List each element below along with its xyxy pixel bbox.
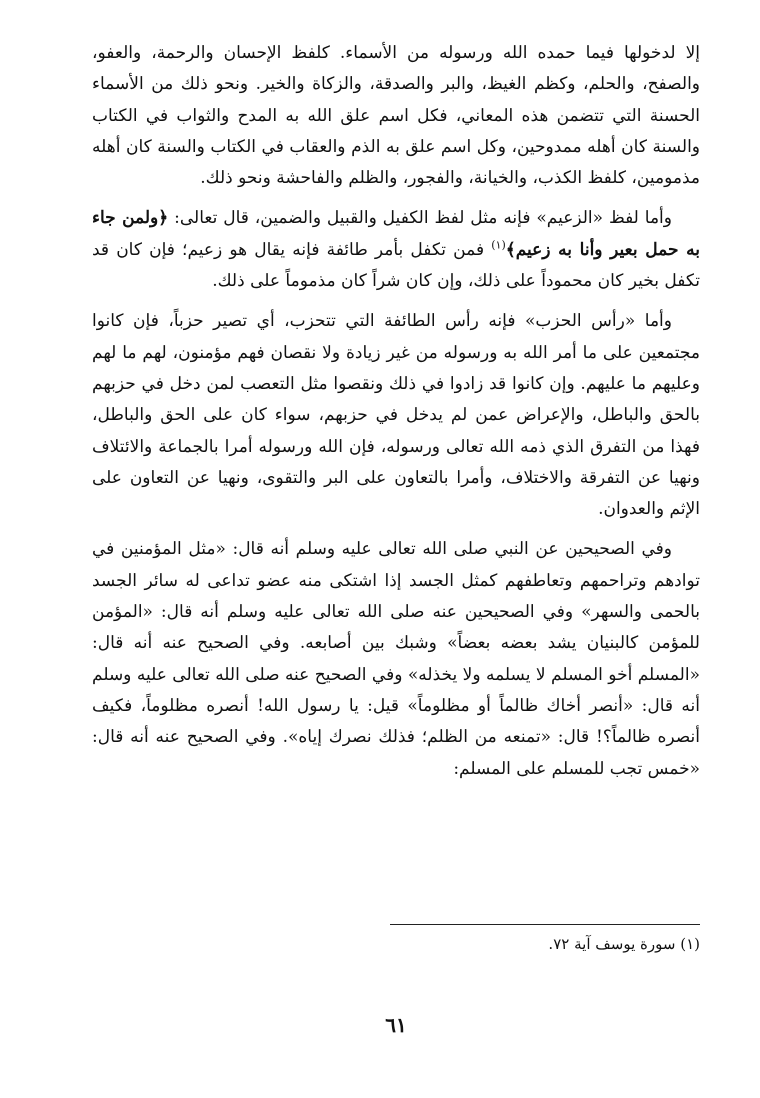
page-number: ٦١ bbox=[385, 1013, 407, 1037]
paragraph-2-rest: فمن تكفل بأمر طائفة فإنه يقال هو زعيم؛ فإن كان قد تكفل بخير كان محموداً على ذلك، وإن كان شراً كان مذموماً على ذلك. bbox=[92, 239, 700, 292]
paragraph-1-text: إلا لدخولها فيما حمده الله ورسوله من الأسماء. كلفظ الإحسان والرحمة، والعفو، والصفح، والحلم، وكظم الغيظ، والبر والصدقة، والزكاة والخير. ونحو ذلك من الأسماء الحسنة التي تتضمن هذه المعاني، فكل اسم علق الله به المدح والثواب في الكتاب والسنة كان أهله ممدوحين، وكل اسم علق به الذم والعقاب في الكتاب والسنة كان أهله مذمومين، كلفظ الكذب، والخيانة، والفجور، والظلم والفاحشة ونحو ذلك. bbox=[92, 43, 700, 189]
paragraph-4-text: وفي الصحيحين عن النبي صلى الله تعالى عليه وسلم أنه قال: «مثل المؤمنين في توادهم وتراحمهم وتعاطفهم كمثل الجسد إذا اشتكى منه عضو تداعى له سائر الجسد بالحمى والسهر» وفي الصحيحين عنه صلى الله تعالى عليه وسلم أنه قال: «المؤمن للمؤمن كالبنيان يشد بعضه بعضاً» وشبك بين أصابعه. وفي الصحيح عنه أنه قال: «المسلم أخو المسلم لا يسلمه ولا يخذله» وفي الصحيح عنه صلى الله تعالى عليه وسلم أنه قال: «أنصر أخاك ظالماً أو مظلوماً» قيل: يا رسول الله! أنصره مظلوماً، فكيف أنصره ظالماً؟! قال: «تمنعه من الظلم؛ فذلك نصرك إياه». وفي الصحيح عنه أنه قال: «خمس تجب للمسلم على المسلم: bbox=[92, 539, 700, 779]
paragraph-4 bbox=[92, 534, 700, 784]
footnote-marker[interactable]: (١) bbox=[491, 238, 506, 252]
quran-verse: ﴿ولمن جاء به حمل بعير وأنا به زعيم﴾ bbox=[92, 208, 700, 260]
paragraph-3-text: وأما «رأس الحزب» فإنه رأس الطائفة التي تتحزب، أي تصير حزباً، فإن كانوا مجتمعين على ما أمر الله به ورسوله من غير زيادة ولا نقصان فهم مؤمنون، لهم ما لهم وعليهم ما عليهم. وإن كانوا قد زادوا في ذلك ونقصوا مثل التعصب لمن دخل في حزبهم بالحق والباطل، والإعراض عمن لم يدخل في حزبهم، سواء كان على الحق والباطل، فهذا من التفرق الذي ذمه الله تعالى ورسوله، فإن الله ورسوله أمرا بالجماعة والائتلاف ونهيا عن التفرقة والاختلاف، وأمرا بالتعاون على البر والتقوى، ونهيا عن التعاون على الإثم والعدوان. bbox=[92, 311, 700, 520]
body-text bbox=[92, 38, 700, 785]
paragraph-2 bbox=[92, 203, 700, 297]
footnote-divider bbox=[390, 924, 700, 925]
paragraph-3 bbox=[92, 306, 700, 525]
footnote: (١) سورة يوسف آية ٧٢. bbox=[548, 935, 700, 953]
book-page bbox=[92, 38, 700, 1078]
paragraph-1 bbox=[92, 38, 700, 194]
paragraph-2-intro: وأما لفظ «الزعيم» فإنه مثل لفظ الكفيل والقبيل والضمين، قال تعالى: bbox=[168, 208, 672, 229]
